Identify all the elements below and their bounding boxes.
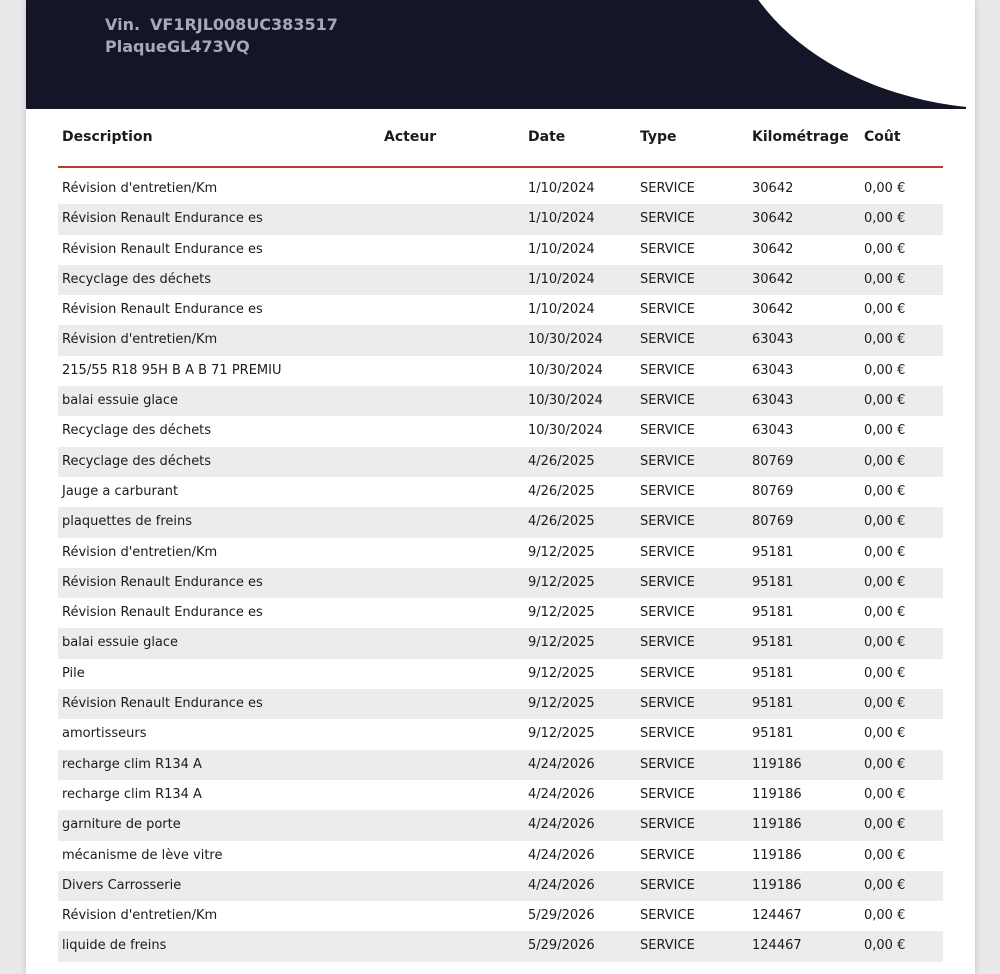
column-header-description: Description (62, 129, 153, 145)
cell-cost: 0,00 € (864, 453, 906, 469)
cell-date: 9/12/2025 (528, 726, 595, 742)
cell-kilometrage: 30642 (752, 241, 794, 257)
cell-kilometrage: 80769 (752, 514, 794, 530)
cell-description: Révision Renault Endurance es (62, 302, 263, 318)
cell-cost: 0,00 € (864, 635, 906, 651)
cell-kilometrage: 80769 (752, 483, 794, 499)
header-edge (966, 0, 975, 109)
cell-cost: 0,00 € (864, 241, 906, 257)
cell-cost: 0,00 € (864, 393, 906, 409)
cell-cost: 0,00 € (864, 211, 906, 227)
cell-kilometrage: 63043 (752, 362, 794, 378)
cell-kilometrage: 119186 (752, 877, 802, 893)
cell-description: Recyclage des déchets (62, 271, 212, 287)
cell-kilometrage: 95181 (752, 635, 794, 651)
cell-date: 9/12/2025 (528, 605, 595, 621)
cell-date: 4/26/2025 (528, 514, 595, 530)
cell-description: amortisseurs (62, 726, 147, 742)
table-row (58, 265, 943, 295)
cell-date: 10/30/2024 (528, 332, 603, 348)
cell-type: SERVICE (640, 514, 695, 530)
cell-date: 10/30/2024 (528, 362, 603, 378)
column-header-type: Type (640, 129, 677, 145)
cell-type: SERVICE (640, 756, 695, 772)
cell-type: SERVICE (640, 574, 695, 590)
cell-date: 4/24/2026 (528, 756, 595, 772)
table-row (58, 901, 943, 931)
cell-type: SERVICE (640, 423, 695, 439)
table-row (58, 810, 943, 840)
table-row (58, 750, 943, 780)
cell-description: garniture de porte (62, 817, 181, 833)
table-row (58, 719, 943, 749)
table-row (58, 477, 943, 507)
cell-description: Révision Renault Endurance es (62, 696, 263, 712)
table-row (58, 598, 943, 628)
cell-type: SERVICE (640, 877, 695, 893)
vin-value: VF1RJL008UC383517 (150, 15, 338, 34)
cell-kilometrage: 119186 (752, 756, 802, 772)
cell-description: Jauge a carburant (62, 483, 179, 499)
table-row (58, 689, 943, 719)
table-row (58, 659, 943, 689)
cell-date: 10/30/2024 (528, 423, 603, 439)
cell-cost: 0,00 € (864, 271, 906, 287)
table-row (58, 204, 943, 234)
cell-description: Révision d'entretien/Km (62, 544, 218, 560)
table-row (58, 174, 943, 204)
cell-type: SERVICE (640, 393, 695, 409)
cell-kilometrage: 30642 (752, 271, 794, 287)
table-row (58, 447, 943, 477)
cell-kilometrage: 119186 (752, 847, 802, 863)
cell-date: 4/24/2026 (528, 817, 595, 833)
table-body (58, 174, 943, 962)
cell-date: 1/10/2024 (528, 181, 595, 196)
table-row (58, 325, 943, 355)
table-row (58, 780, 943, 810)
cell-cost: 0,00 € (864, 332, 906, 348)
cell-type: SERVICE (640, 241, 695, 257)
table-row (58, 538, 943, 568)
table-row (58, 871, 943, 901)
column-header-actor: Acteur (384, 129, 437, 145)
column-header-kilometrage: Kilométrage (752, 129, 849, 145)
cell-type: SERVICE (640, 726, 695, 742)
cell-type: SERVICE (640, 817, 695, 833)
cell-kilometrage: 119186 (752, 817, 802, 833)
cell-kilometrage: 119186 (752, 786, 802, 802)
cell-type: SERVICE (640, 635, 695, 651)
cell-cost: 0,00 € (864, 696, 906, 712)
cell-description: Recyclage des déchets (62, 423, 212, 439)
table-row (58, 931, 943, 961)
cell-kilometrage: 63043 (752, 423, 794, 439)
table-row (58, 568, 943, 598)
plaque-row (105, 36, 338, 58)
cell-date: 10/30/2024 (528, 393, 603, 409)
table-row (58, 507, 943, 537)
cell-date: 4/24/2026 (528, 877, 595, 893)
header-curve-decoration (726, 0, 975, 109)
cell-cost: 0,00 € (864, 483, 906, 499)
table-row (58, 295, 943, 325)
cell-kilometrage: 95181 (752, 605, 794, 621)
cell-cost: 0,00 € (864, 877, 906, 893)
cell-description: recharge clim R134 A (62, 756, 202, 772)
cell-date: 1/10/2024 (528, 211, 595, 227)
cell-date: 4/24/2026 (528, 786, 595, 802)
cell-date: 9/12/2025 (528, 635, 595, 651)
plaque-label: Plaque (105, 37, 167, 56)
cell-type: SERVICE (640, 181, 695, 196)
cell-kilometrage: 30642 (752, 181, 794, 196)
cell-date: 1/10/2024 (528, 241, 595, 257)
cell-description: recharge clim R134 A (62, 786, 202, 802)
cell-description: Pile (62, 665, 85, 681)
cell-cost: 0,00 € (864, 362, 906, 378)
cell-description: liquide de freins (62, 938, 167, 954)
cell-cost: 0,00 € (864, 423, 906, 439)
cell-kilometrage: 95181 (752, 726, 794, 742)
table-row (58, 628, 943, 658)
cell-type: SERVICE (640, 847, 695, 863)
cell-type: SERVICE (640, 786, 695, 802)
cell-description: plaquettes de freins (62, 514, 193, 530)
cell-description: Révision d'entretien/Km (62, 181, 218, 196)
cell-type: SERVICE (640, 696, 695, 712)
table-row (58, 235, 943, 265)
table-row (58, 356, 943, 386)
cell-kilometrage: 95181 (752, 665, 794, 681)
cell-description: Révision d'entretien/Km (62, 332, 218, 348)
cell-description: balai essuie glace (62, 393, 179, 409)
cell-cost: 0,00 € (864, 786, 906, 802)
cell-description: Révision d'entretien/Km (62, 908, 218, 924)
cell-cost: 0,00 € (864, 302, 906, 318)
cell-date: 4/24/2026 (528, 847, 595, 863)
table-header (58, 126, 943, 168)
cell-date: 5/29/2026 (528, 938, 595, 954)
vin-row (105, 14, 338, 36)
cell-cost: 0,00 € (864, 726, 906, 742)
cell-date: 9/12/2025 (528, 544, 595, 560)
vehicle-header-banner (26, 0, 975, 109)
vin-label: Vin. (105, 15, 141, 34)
cell-cost: 0,00 € (864, 181, 906, 196)
cell-type: SERVICE (640, 483, 695, 499)
document-page (26, 0, 975, 974)
cell-date: 9/12/2025 (528, 574, 595, 590)
cell-kilometrage: 124467 (752, 938, 802, 954)
cell-cost: 0,00 € (864, 756, 906, 772)
table-row (58, 416, 943, 446)
cell-kilometrage: 30642 (752, 211, 794, 227)
cell-kilometrage: 63043 (752, 332, 794, 348)
cell-type: SERVICE (640, 362, 695, 378)
cell-cost: 0,00 € (864, 574, 906, 590)
cell-type: SERVICE (640, 665, 695, 681)
cell-type: SERVICE (640, 908, 695, 924)
cell-description: balai essuie glace (62, 635, 179, 651)
cell-cost: 0,00 € (864, 938, 906, 954)
cell-date: 9/12/2025 (528, 665, 595, 681)
cell-date: 1/10/2024 (528, 302, 595, 318)
cell-cost: 0,00 € (864, 605, 906, 621)
cell-description: mécanisme de lève vitre (62, 847, 223, 863)
cell-type: SERVICE (640, 271, 695, 287)
column-header-cost: Coût (864, 129, 901, 145)
cell-kilometrage: 30642 (752, 302, 794, 318)
vehicle-info (105, 14, 338, 58)
cell-cost: 0,00 € (864, 544, 906, 560)
cell-cost: 0,00 € (864, 665, 906, 681)
cell-type: SERVICE (640, 302, 695, 318)
cell-kilometrage: 124467 (752, 908, 802, 924)
cell-type: SERVICE (640, 332, 695, 348)
cell-type: SERVICE (640, 544, 695, 560)
cell-description: 215/55 R18 95H B A B 71 PREMIU (62, 362, 282, 378)
cell-kilometrage: 95181 (752, 696, 794, 712)
cell-cost: 0,00 € (864, 817, 906, 833)
cell-date: 1/10/2024 (528, 271, 595, 287)
plaque-value: GL473VQ (167, 37, 250, 56)
cell-description: Divers Carrosserie (62, 877, 182, 893)
cell-description: Recyclage des déchets (62, 453, 212, 469)
cell-cost: 0,00 € (864, 514, 906, 530)
cell-date: 4/26/2025 (528, 483, 595, 499)
cell-type: SERVICE (640, 453, 695, 469)
cell-kilometrage: 80769 (752, 453, 794, 469)
cell-date: 5/29/2026 (528, 908, 595, 924)
column-header-date: Date (528, 129, 566, 145)
cell-description: Révision Renault Endurance es (62, 241, 263, 257)
cell-kilometrage: 63043 (752, 393, 794, 409)
cell-type: SERVICE (640, 938, 695, 954)
cell-cost: 0,00 € (864, 908, 906, 924)
cell-date: 9/12/2025 (528, 696, 595, 712)
cell-description: Révision Renault Endurance es (62, 211, 263, 227)
cell-type: SERVICE (640, 211, 695, 227)
cell-kilometrage: 95181 (752, 574, 794, 590)
table-row (58, 386, 943, 416)
cell-kilometrage: 95181 (752, 544, 794, 560)
cell-date: 4/26/2025 (528, 453, 595, 469)
table-row (58, 841, 943, 871)
cell-description: Révision Renault Endurance es (62, 574, 263, 590)
cell-cost: 0,00 € (864, 847, 906, 863)
cell-description: Révision Renault Endurance es (62, 605, 263, 621)
cell-type: SERVICE (640, 605, 695, 621)
